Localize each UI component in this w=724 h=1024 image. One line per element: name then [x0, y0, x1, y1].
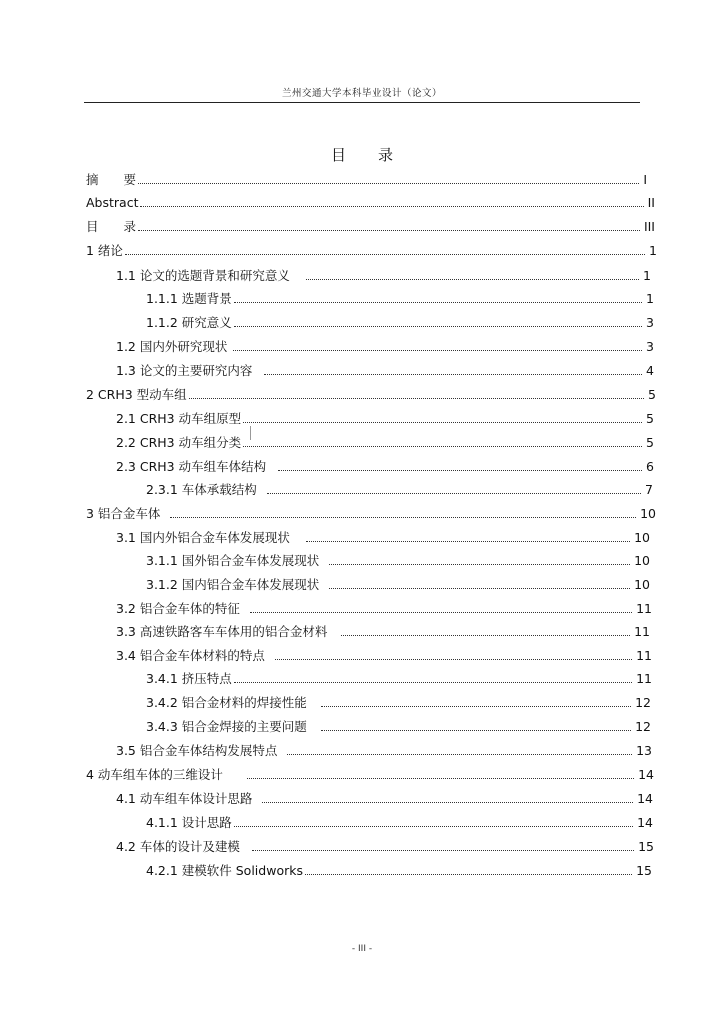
- toc-dot-leader: [262, 790, 633, 803]
- toc-dot-leader: [264, 362, 642, 375]
- toc-dot-leader: [234, 670, 632, 683]
- toc-entry[interactable]: [146, 718, 651, 734]
- toc-entry-title: 3.4.3 铝合金焊接的主要问题: [146, 719, 307, 734]
- toc-entry[interactable]: [116, 410, 654, 426]
- toc-dot-leader: [125, 242, 645, 255]
- toc-entry[interactable]: [116, 338, 654, 354]
- toc-dot-leader: [329, 576, 630, 589]
- toc-entry-title: 3.4.2 铝合金材料的焊接性能: [146, 695, 307, 710]
- toc-dot-leader: [247, 766, 634, 779]
- toc-entry-title: Abstract: [86, 195, 139, 210]
- toc-dot-leader: [243, 434, 642, 447]
- toc-entry-page: 12: [635, 719, 651, 734]
- toc-entry-page: 1: [643, 268, 651, 283]
- toc-dot-leader: [267, 481, 641, 494]
- toc-entry-page: 14: [638, 767, 654, 782]
- toc-entry-title: 1 绪论: [86, 243, 123, 258]
- toc-entry-title: 3.1.2 国内铝合金车体发展现状: [146, 577, 320, 592]
- toc-entry-title: 3 铝合金车体: [86, 506, 161, 521]
- toc-dot-leader: [252, 838, 634, 851]
- toc-dot-leader: [305, 862, 632, 875]
- toc-entry-page: 5: [648, 387, 656, 402]
- toc-entry[interactable]: [86, 386, 656, 402]
- toc-entry-page: 13: [636, 743, 652, 758]
- toc-entry-title: 摘 要: [86, 172, 137, 187]
- toc-entry-page: 10: [640, 506, 656, 521]
- toc-entry-title: 1.2 国内外研究现状: [116, 339, 228, 354]
- toc-entry[interactable]: [116, 600, 652, 616]
- toc-entry-title: 2 CRH3 型动车组: [86, 387, 187, 402]
- running-header: 兰州交通大学本科毕业设计（论文）: [281, 88, 442, 99]
- toc-entry-page: II: [647, 195, 655, 210]
- toc-entry[interactable]: [116, 790, 653, 806]
- toc-entry[interactable]: [146, 862, 652, 878]
- toc-entry-title: 2.3 CRH3 动车组车体结构: [116, 459, 267, 474]
- toc-entry-title: 1.1.1 选题背景: [146, 291, 232, 306]
- toc-entry[interactable]: [146, 576, 650, 592]
- toc-dot-leader: [234, 314, 642, 327]
- toc-dot-leader: [138, 218, 640, 231]
- toc-dot-leader: [275, 647, 632, 660]
- toc-dot-leader: [243, 410, 642, 423]
- toc-dot-leader: [233, 338, 642, 351]
- toc-entry-title: 3.4.1 挤压特点: [146, 671, 232, 686]
- text-cursor-mark: [250, 426, 251, 440]
- toc-dot-leader: [287, 742, 632, 755]
- header-rule: [84, 102, 640, 103]
- toc-entry-title: 1.1.2 研究意义: [146, 315, 232, 330]
- toc-dot-leader: [234, 814, 633, 827]
- toc-title: 目录: [330, 146, 425, 164]
- toc-entry-title: 4.1.1 设计思路: [146, 815, 232, 830]
- toc-entry-page: 7: [645, 482, 653, 497]
- toc-entry-page: 14: [637, 815, 653, 830]
- toc-entry-title: 1.3 论文的主要研究内容: [116, 363, 253, 378]
- toc-entry[interactable]: [116, 362, 654, 378]
- toc-dot-leader: [140, 194, 643, 207]
- toc-entry-title: 4.1 动车组车体设计思路: [116, 791, 253, 806]
- toc-entry[interactable]: [146, 670, 652, 686]
- toc-entry[interactable]: [86, 171, 647, 187]
- toc-entry-page: 3: [646, 339, 654, 354]
- toc-entry[interactable]: [146, 814, 653, 830]
- toc-entry-page: 10: [634, 530, 650, 545]
- toc-entry-title: 1.1 论文的选题背景和研究意义: [116, 268, 290, 283]
- toc-dot-leader: [306, 529, 630, 542]
- toc-entry[interactable]: [116, 647, 652, 663]
- table-of-contents: [0, 160, 724, 920]
- toc-entry-page: III: [643, 219, 655, 234]
- toc-entry-title: 目 录: [86, 219, 137, 234]
- toc-entry[interactable]: [116, 742, 652, 758]
- toc-entry[interactable]: [86, 505, 656, 521]
- toc-entry-title: 4.2.1 建模软件 Solidworks: [146, 863, 303, 878]
- toc-entry-page: 11: [634, 624, 650, 639]
- toc-entry-page: 10: [634, 577, 650, 592]
- toc-dot-leader: [278, 458, 642, 471]
- toc-entry[interactable]: [116, 434, 654, 450]
- toc-entry-title: 2.3.1 车体承载结构: [146, 482, 257, 497]
- toc-entry-title: 3.1 国内外铝合金车体发展现状: [116, 530, 290, 545]
- toc-entry-title: 3.1.1 国外铝合金车体发展现状: [146, 553, 320, 568]
- toc-entry-page: 1: [649, 243, 657, 258]
- toc-entry[interactable]: [116, 529, 650, 545]
- toc-entry[interactable]: [146, 694, 651, 710]
- toc-dot-leader: [250, 600, 632, 613]
- toc-entry[interactable]: [86, 194, 655, 210]
- toc-dot-leader: [341, 623, 630, 636]
- toc-entry-page: 14: [637, 791, 653, 806]
- toc-entry-title: 3.2 铝合金车体的特征: [116, 601, 240, 616]
- toc-entry-title: 2.1 CRH3 动车组原型: [116, 411, 242, 426]
- toc-entry-page: 11: [636, 648, 652, 663]
- toc-entry-page: 6: [646, 459, 654, 474]
- toc-entry-page: 11: [636, 671, 652, 686]
- toc-entry[interactable]: [146, 314, 654, 330]
- page-number: - III -: [351, 944, 373, 954]
- toc-entry-title: 3.3 高速铁路客车车体用的铝合金材料: [116, 624, 328, 639]
- toc-dot-leader: [321, 718, 631, 731]
- toc-entry[interactable]: [116, 838, 654, 854]
- toc-dot-leader: [234, 290, 642, 303]
- toc-dot-leader: [189, 386, 644, 399]
- toc-entry-page: 15: [638, 839, 654, 854]
- toc-entry-title: 4 动车组车体的三维设计: [86, 767, 223, 782]
- toc-entry[interactable]: [146, 552, 650, 568]
- toc-entry[interactable]: [86, 242, 657, 258]
- toc-entry[interactable]: [116, 623, 650, 639]
- toc-dot-leader: [138, 171, 639, 184]
- toc-entry[interactable]: [146, 481, 653, 497]
- toc-entry-page: 15: [636, 863, 652, 878]
- toc-entry[interactable]: [116, 267, 651, 283]
- toc-entry[interactable]: [86, 766, 654, 782]
- toc-entry-page: I: [643, 172, 647, 187]
- toc-entry-page: 1: [646, 291, 654, 306]
- toc-entry-page: 3: [646, 315, 654, 330]
- toc-entry-title: 4.2 车体的设计及建模: [116, 839, 240, 854]
- toc-entry-title: 2.2 CRH3 动车组分类: [116, 435, 242, 450]
- toc-entry-page: 11: [636, 601, 652, 616]
- toc-dot-leader: [321, 694, 631, 707]
- toc-entry-page: 12: [635, 695, 651, 710]
- toc-entry[interactable]: [146, 290, 654, 306]
- toc-dot-leader: [329, 552, 630, 565]
- toc-entry[interactable]: [116, 458, 654, 474]
- toc-dot-leader: [306, 267, 639, 280]
- toc-entry-page: 4: [646, 363, 654, 378]
- toc-entry-page: 10: [634, 553, 650, 568]
- toc-entry[interactable]: [86, 218, 655, 234]
- toc-entry-title: 3.4 铝合金车体材料的特点: [116, 648, 265, 663]
- toc-entry-title: 3.5 铝合金车体结构发展特点: [116, 743, 278, 758]
- toc-dot-leader: [170, 505, 636, 518]
- toc-entry-page: 5: [646, 435, 654, 450]
- toc-entry-page: 5: [646, 411, 654, 426]
